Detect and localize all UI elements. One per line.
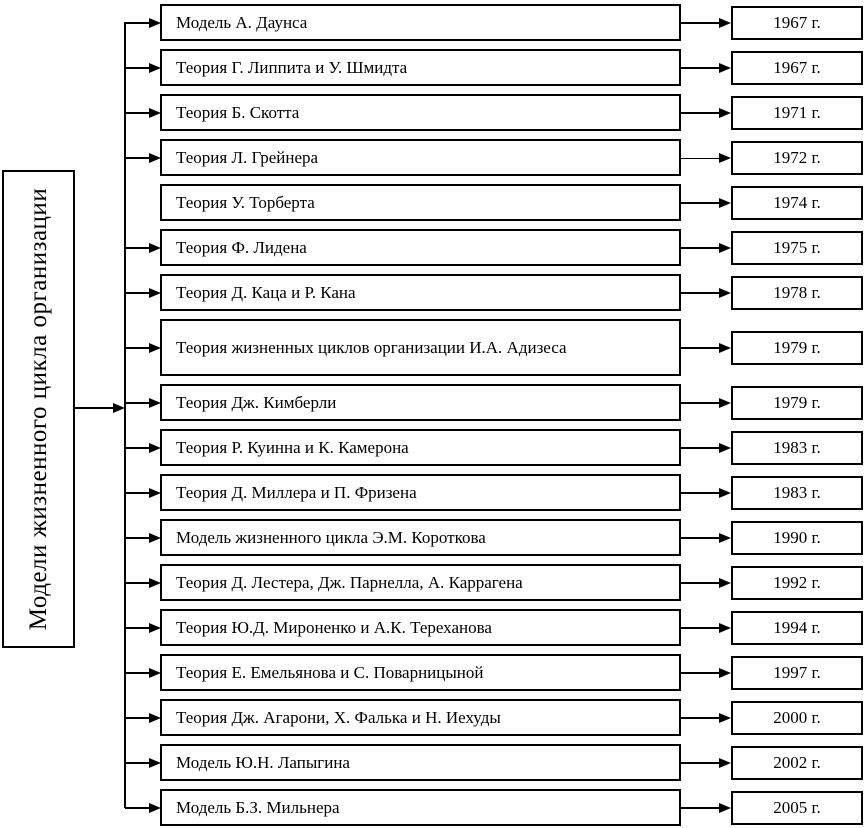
diagram-row xyxy=(0,789,865,826)
model-label: Модель Б.З. Мильнера xyxy=(176,797,340,817)
diagram-row xyxy=(0,654,865,691)
year-connector-line xyxy=(681,672,720,674)
branch-connector-line xyxy=(125,292,150,294)
diagram-row xyxy=(0,519,865,556)
year-label: 1979 г. xyxy=(773,337,821,357)
arrowhead-right-icon xyxy=(719,668,731,678)
year-connector-line xyxy=(681,158,720,159)
model-label: Модель А. Даунса xyxy=(176,12,308,32)
diagram-row xyxy=(0,744,865,781)
arrowhead-right-icon xyxy=(719,343,731,353)
model-label: Модель Ю.Н. Лапыгина xyxy=(176,752,350,772)
year-connector-line xyxy=(681,717,720,719)
branch-connector-line xyxy=(125,112,150,114)
year-connector-line xyxy=(681,347,720,349)
year-box xyxy=(731,701,863,735)
year-connector-line xyxy=(681,112,720,114)
year-label: 1971 г. xyxy=(773,102,821,122)
arrowhead-right-icon xyxy=(719,803,731,813)
model-label: Теория Ф. Лидена xyxy=(176,237,307,257)
diagram-row xyxy=(0,139,865,176)
year-box xyxy=(731,431,863,465)
arrowhead-right-icon xyxy=(719,533,731,543)
model-label: Модель жизненного цикла Э.М. Короткова xyxy=(176,527,486,547)
branch-connector-line xyxy=(125,402,150,404)
year-box xyxy=(731,611,863,645)
branch-connector-line xyxy=(125,717,150,719)
diagram-row xyxy=(0,184,865,221)
diagram-row xyxy=(0,274,865,311)
arrowhead-right-icon xyxy=(719,443,731,453)
branch-connector-line xyxy=(125,347,150,349)
branch-connector-line xyxy=(125,582,150,584)
year-box xyxy=(731,521,863,555)
diagram-row xyxy=(0,49,865,86)
arrowhead-right-icon xyxy=(719,713,731,723)
year-label: 2005 г. xyxy=(773,797,821,817)
arrowhead-right-icon xyxy=(719,243,731,253)
year-connector-line xyxy=(681,402,720,404)
branch-connector-line xyxy=(125,672,150,674)
arrowhead-right-icon xyxy=(719,488,731,498)
arrowhead-right-icon xyxy=(719,578,731,588)
year-box xyxy=(731,476,863,510)
year-label: 1967 г. xyxy=(773,12,821,32)
year-box xyxy=(731,6,863,40)
model-label: Теория Л. Грейнера xyxy=(176,147,319,167)
branch-connector-line xyxy=(125,537,150,539)
year-box xyxy=(731,791,863,825)
branch-connector-line xyxy=(125,762,150,764)
year-connector-line xyxy=(681,537,720,539)
diagram-row xyxy=(0,384,865,421)
arrowhead-right-icon xyxy=(719,758,731,768)
arrowhead-right-icon xyxy=(719,623,731,633)
model-label: Теория Р. Куинна и К. Камерона xyxy=(176,437,409,457)
branch-connector-line xyxy=(125,22,150,24)
year-label: 1994 г. xyxy=(773,617,821,637)
model-box xyxy=(160,789,681,826)
year-connector-line xyxy=(681,447,720,449)
branch-connector-line xyxy=(125,627,150,629)
branch-connector-line xyxy=(125,807,150,809)
model-box xyxy=(160,139,681,176)
model-box xyxy=(160,229,681,266)
year-box xyxy=(731,231,863,265)
model-box xyxy=(160,474,681,511)
diagram-row xyxy=(0,229,865,266)
year-connector-line xyxy=(681,762,720,764)
year-label: 1992 г. xyxy=(773,572,821,592)
model-label: Теория У. Торберта xyxy=(176,192,315,212)
model-box xyxy=(160,429,681,466)
diagram-row xyxy=(0,4,865,41)
year-box xyxy=(731,386,863,420)
branch-connector-line xyxy=(125,492,150,494)
diagram-row xyxy=(0,609,865,646)
year-label: 1975 г. xyxy=(773,237,821,257)
diagram-row xyxy=(0,699,865,736)
model-box xyxy=(160,519,681,556)
arrowhead-right-icon xyxy=(719,108,731,118)
year-box xyxy=(731,276,863,310)
year-connector-line xyxy=(681,202,720,204)
model-box xyxy=(160,609,681,646)
model-label: Теория Ю.Д. Мироненко и А.К. Тереханова xyxy=(176,617,492,637)
year-box xyxy=(731,51,863,85)
year-label: 1983 г. xyxy=(773,437,821,457)
model-box xyxy=(160,699,681,736)
year-label: 1990 г. xyxy=(773,527,821,547)
year-connector-line xyxy=(681,22,720,24)
arrowhead-right-icon xyxy=(719,18,731,28)
year-label: 1997 г. xyxy=(773,662,821,682)
year-label: 2002 г. xyxy=(773,752,821,772)
year-connector-line xyxy=(681,67,720,69)
model-label: Теория жизненных циклов организации И.А. Адизеса xyxy=(176,337,567,357)
year-box xyxy=(731,656,863,690)
year-connector-line xyxy=(681,627,720,629)
year-label: 1972 г. xyxy=(773,147,821,167)
model-box xyxy=(160,744,681,781)
year-box xyxy=(731,186,863,220)
diagram-row xyxy=(0,429,865,466)
diagram-row xyxy=(0,564,865,601)
arrowhead-right-icon xyxy=(719,288,731,298)
model-box xyxy=(160,564,681,601)
model-box xyxy=(160,184,681,221)
branch-connector-line xyxy=(125,157,150,159)
year-box xyxy=(731,566,863,600)
branch-connector-line xyxy=(125,247,150,249)
model-box xyxy=(160,654,681,691)
year-connector-line xyxy=(681,292,720,294)
model-label: Теория Дж. Агарони, Х. Фалька и Н. Иехуды xyxy=(176,707,501,727)
arrowhead-right-icon xyxy=(719,153,731,163)
model-box xyxy=(160,384,681,421)
model-label: Теория Д. Миллера и П. Фризена xyxy=(176,482,417,502)
model-box xyxy=(160,319,681,376)
arrowhead-right-icon xyxy=(719,63,731,73)
year-label: 1978 г. xyxy=(773,282,821,302)
root-node-label: Модели жизненного цикла организации xyxy=(24,187,52,631)
model-box xyxy=(160,274,681,311)
model-box xyxy=(160,49,681,86)
year-box xyxy=(731,746,863,780)
year-label: 1983 г. xyxy=(773,482,821,502)
year-label: 1974 г. xyxy=(773,192,821,212)
model-label: Теория Е. Емельянова и С. Поварницыной xyxy=(176,662,484,682)
model-box xyxy=(160,4,681,41)
arrowhead-right-icon xyxy=(719,198,731,208)
year-connector-line xyxy=(681,807,720,809)
model-label: Теория Дж. Кимберли xyxy=(176,392,337,412)
year-connector-line xyxy=(681,247,720,249)
branch-connector-line xyxy=(125,67,150,69)
model-label: Теория Б. Скотта xyxy=(176,102,300,122)
model-box xyxy=(160,94,681,131)
year-connector-line xyxy=(681,582,720,584)
year-label: 2000 г. xyxy=(773,707,821,727)
arrowhead-right-icon xyxy=(719,398,731,408)
year-label: 1979 г. xyxy=(773,392,821,412)
model-label: Теория Д. Лестера, Дж. Парнелла, А. Каррагена xyxy=(176,572,523,592)
diagram-row xyxy=(0,319,865,376)
branch-connector-line xyxy=(125,447,150,449)
model-label: Теория Г. Липпита и У. Шмидта xyxy=(176,57,408,77)
diagram-row xyxy=(0,94,865,131)
diagram-row xyxy=(0,474,865,511)
year-label: 1967 г. xyxy=(773,57,821,77)
year-box xyxy=(731,141,863,175)
model-label: Теория Д. Каца и Р. Кана xyxy=(176,282,356,302)
year-box xyxy=(731,96,863,130)
year-box xyxy=(731,331,863,365)
year-connector-line xyxy=(681,492,720,494)
